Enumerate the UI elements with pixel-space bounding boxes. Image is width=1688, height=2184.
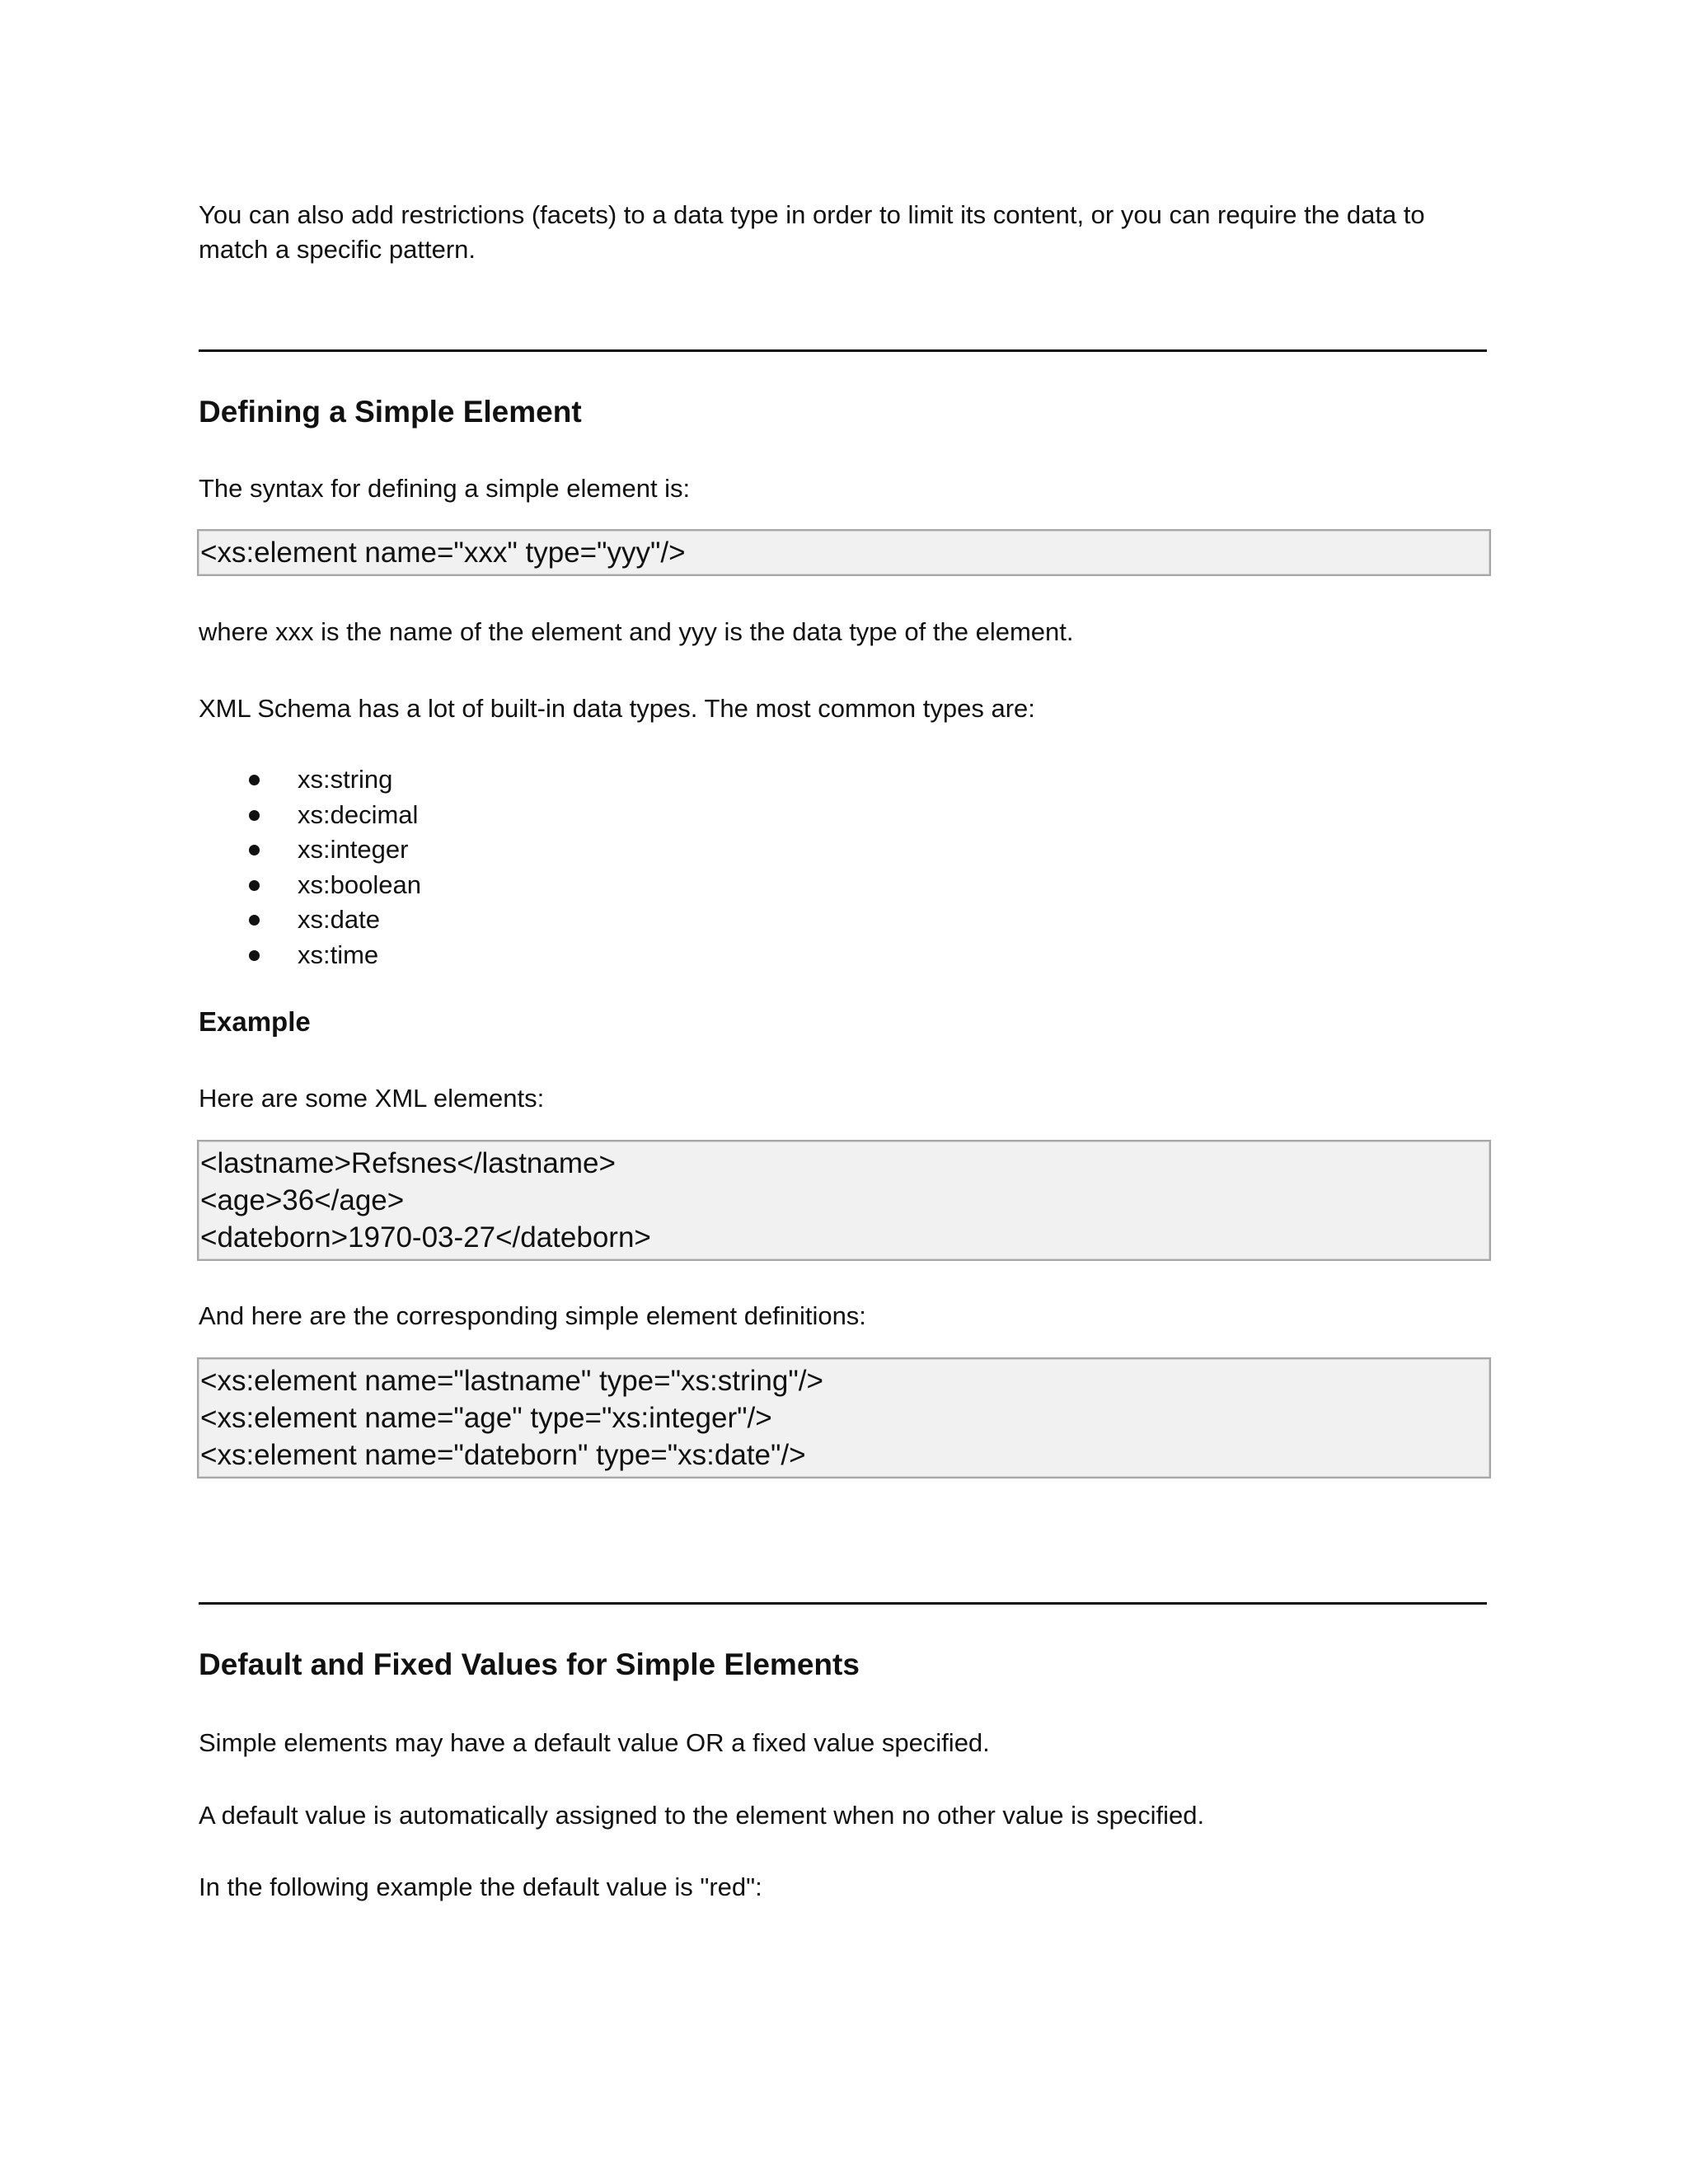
intro-paragraph: You can also add restrictions (facets) to a data type in order to limit its content, or you can require the data to match a specific pattern. — [199, 200, 1425, 264]
where-explanation-text: where xxx is the name of the element and yyy is the data type of the element. — [199, 617, 1074, 646]
bullet-icon — [249, 880, 260, 891]
paragraph: Simple elements may have a default value OR a fixed value specified. — [199, 1728, 990, 1757]
list-item — [199, 938, 1493, 973]
syntax-code-box — [197, 529, 1491, 576]
list-item-text: xs:integer — [298, 835, 409, 864]
code-line: <xs:element name="dateborn" type="xs:date"/> — [200, 1439, 806, 1471]
code-line: <xs:element name="lastname" type="xs:string"/> — [200, 1365, 823, 1397]
bullet-icon — [249, 775, 260, 785]
list-item-text: xs:time — [298, 940, 379, 969]
list-item-text: xs:boolean — [298, 869, 421, 899]
data-types-list — [199, 762, 1493, 972]
list-item — [199, 902, 1493, 938]
list-item — [199, 762, 1493, 798]
section-heading-defining-simple-element: Defining a Simple Element — [199, 395, 582, 429]
paragraph: In the following example the default value is "red": — [199, 1872, 762, 1901]
list-item — [199, 798, 1493, 833]
types-intro-text: XML Schema has a lot of built-in data types. The most common types are: — [199, 694, 1035, 723]
list-item-text: xs:decimal — [298, 799, 419, 829]
bullet-icon — [249, 810, 260, 821]
code-line: <dateborn>1970-03-27</dateborn> — [200, 1221, 651, 1254]
example-intro-text: Here are some XML elements: — [199, 1084, 545, 1113]
code-line: <xs:element name="xxx" type="yyy"/> — [200, 537, 686, 569]
example-xml-code-box — [197, 1140, 1491, 1261]
bullet-icon — [249, 915, 260, 926]
code-line: <xs:element name="age" type="xs:integer"/> — [200, 1402, 772, 1434]
list-item-text: xs:date — [298, 905, 380, 934]
bullet-icon — [249, 950, 260, 961]
code-line: <lastname>Refsnes</lastname> — [200, 1147, 616, 1179]
list-item-text: xs:string — [298, 765, 393, 794]
definitions-code-box — [197, 1357, 1491, 1479]
list-item — [199, 832, 1493, 868]
syntax-intro-text: The syntax for defining a simple element is: — [199, 474, 691, 503]
example-heading: Example — [199, 1006, 311, 1037]
paragraph: A default value is automatically assigned to the element when no other value is specified. — [199, 1801, 1205, 1830]
page-content — [199, 198, 1493, 1905]
list-item — [199, 868, 1493, 903]
section-heading-default-fixed-values: Default and Fixed Values for Simple Elements — [199, 1647, 860, 1681]
definitions-intro-text: And here are the corresponding simple element definitions: — [199, 1301, 866, 1330]
code-line: <age>36</age> — [200, 1184, 405, 1216]
bullet-icon — [249, 845, 260, 855]
